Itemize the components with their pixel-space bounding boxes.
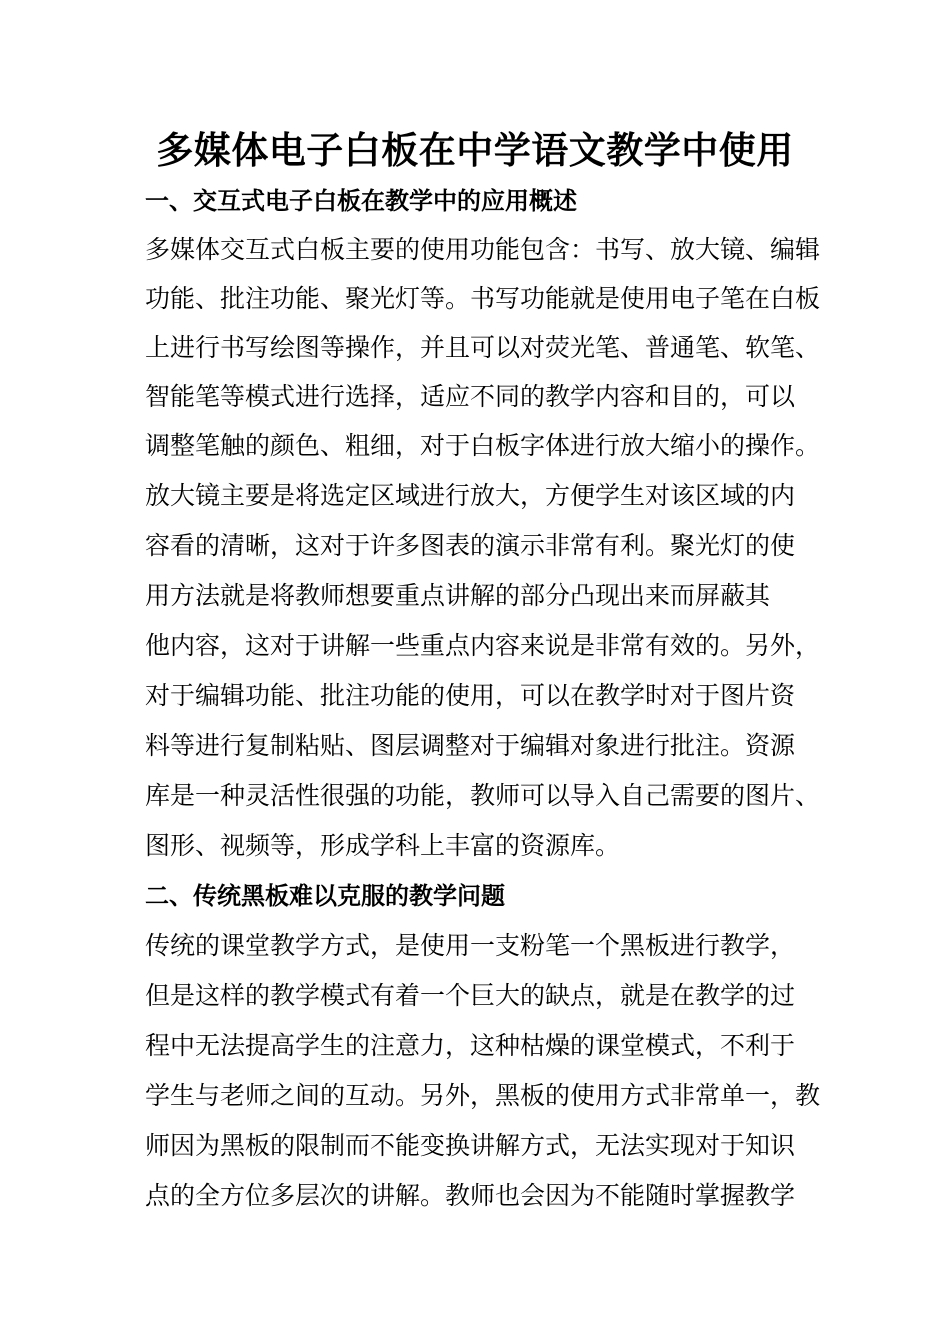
paragraph-line: 对于编辑功能、批注功能的使用，可以在教学时对于图片资 [145, 681, 796, 710]
paragraph-line: 放大镜主要是将选定区域进行放大，方便学生对该区域的内 [145, 481, 796, 510]
paragraph-line: 图形、视频等，形成学科上丰富的资源库。 [145, 831, 621, 860]
paragraph-line: 上进行书写绘图等操作，并且可以对荧光笔、普通笔、软笔、 [145, 333, 821, 362]
paragraph-line: 库是一种灵活性很强的功能，教师可以导入自己需要的图片、 [145, 781, 821, 810]
paragraph-line: 用方法就是将教师想要重点讲解的部分凸现出来而屏蔽其 [145, 581, 771, 610]
paragraph-line: 传统的课堂教学方式，是使用一支粉笔一个黑板进行教学， [145, 931, 796, 960]
paragraph-line: 容看的清晰，这对于许多图表的演示非常有利。聚光灯的使 [145, 531, 796, 560]
paragraph-line: 他内容，这对于讲解一些重点内容来说是非常有效的。另外， [145, 631, 821, 660]
section-heading-1: 一、交互式电子白板在教学中的应用概述 [145, 186, 577, 215]
paragraph-line: 点的全方位多层次的讲解。教师也会因为不能随时掌握教学 [145, 1181, 796, 1210]
paragraph-line: 学生与老师之间的互动。另外，黑板的使用方式非常单一，教 [145, 1081, 821, 1110]
paragraph-line: 程中无法提高学生的注意力，这种枯燥的课堂模式，不利于 [145, 1031, 796, 1060]
paragraph-line: 调整笔触的颜色、粗细，对于白板字体进行放大缩小的操作。 [145, 431, 821, 460]
paragraph-line: 师因为黑板的限制而不能变换讲解方式，无法实现对于知识 [145, 1131, 796, 1160]
paragraph-line: 料等进行复制粘贴、图层调整对于编辑对象进行批注。资源 [145, 731, 796, 760]
section-heading-2: 二、传统黑板难以克服的教学问题 [145, 881, 505, 910]
paragraph-line: 多媒体交互式白板主要的使用功能包含：书写、放大镜、编辑 [145, 235, 821, 264]
paragraph-line: 智能笔等模式进行选择，适应不同的教学内容和目的，可以 [145, 382, 796, 411]
document-title: 多媒体电子白板在中学语文教学中使用 [156, 128, 794, 172]
paragraph-line: 但是这样的教学模式有着一个巨大的缺点，就是在教学的过 [145, 981, 796, 1010]
paragraph-line: 功能、批注功能、聚光灯等。书写功能就是使用电子笔在白板 [145, 284, 821, 313]
